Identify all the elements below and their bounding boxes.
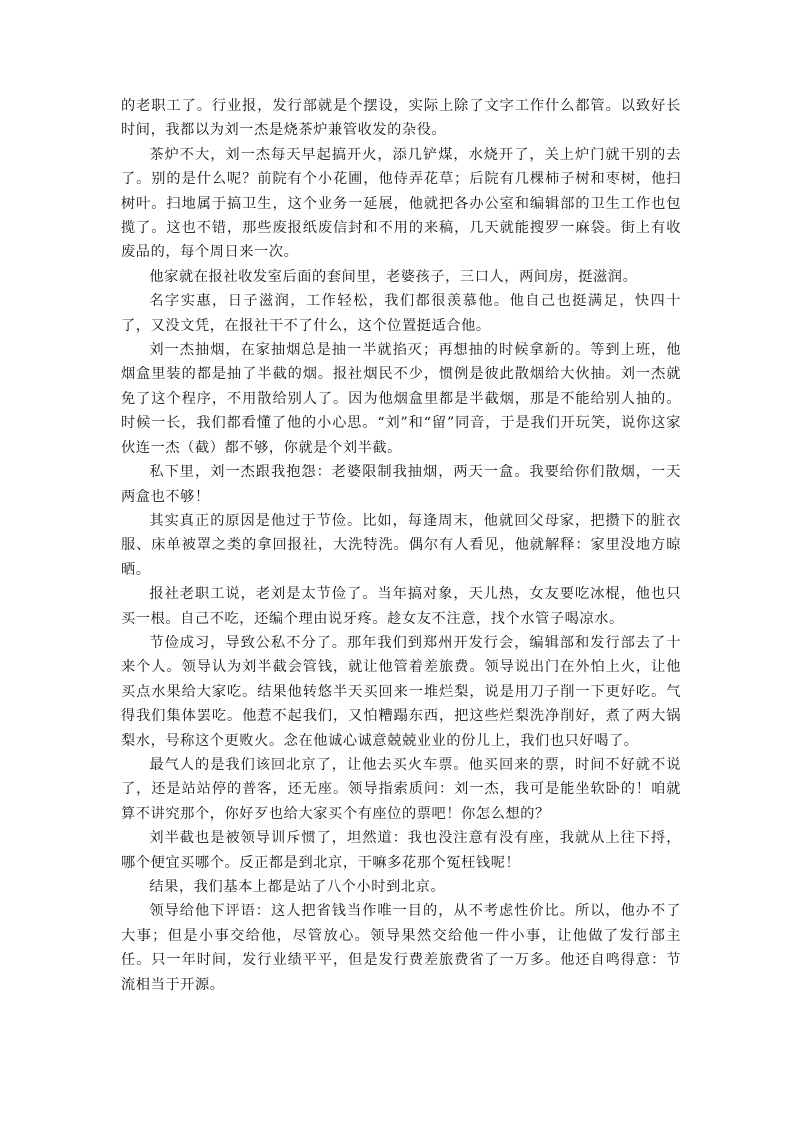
paragraph: 结果，我们基本上都是站了八个小时到北京。 [149,879,446,895]
paragraph: 其实真正的原因是他过于节俭。比如，每逢周末，他就回父母家，把攒下的脏衣服、床单被罩之类的拿回报社，大洗特洗。偶尔有人看见，他就解释：家里没地方晾晒。 [121,512,681,578]
paragraph: 最气人的是我们该回北京了，让他去买火车票。他买回来的票，时间不好就不说了，还是站站停的普客，还无座。领导指索质问：刘一杰，我可是能坐软卧的！咱就算不讲究那个，你好歹也给大家买个有座位的票吧！你怎么想的？ [121,756,681,822]
paragraph: 名字实惠，日子滋润，工作轻松，我们都很羡慕他。他自己也挺满足，快四十了，又没文凭，在报社干不了什么，这个位置挺适合他。 [121,293,681,334]
document-body [121,94,681,997]
paragraph: 刘一杰抽烟，在家抽烟总是抽一半就掐灭；再想抽的时候拿新的。等到上班，他烟盒里装的都是抽了半截的烟。报社烟民不少，惯例是彼此散烟给大伙抽。刘一杰就免了这个程序，不用散给别人了。因为他烟盒里都是半截烟，那是不能给别人抽的。时候一长，我们都看懂了他的小心思。“刘”和“留”同音，于是我们开玩笑，说你这家伙连一杰（截）都不够，你就是个刘半截。 [121,342,681,456]
paragraph: 节俭成习，导致公私不分了。那年我们到郑州开发行会，编辑部和发行部去了十来个人。领导认为刘半截会管钱，就让他管着差旅费。领导说出门在外怕上火，让他买点水果给大家吃。结果他转悠半天买回来一堆烂梨，说是用刀子削一下更好吃。气得我们集体罢吃。他惹不起我们，又怕糟蹋东西，把这些烂梨洗净削好，煮了两大锅梨水，号称这个更败火。念在他诚心诚意兢兢业业的份儿上，我们也只好喝了。 [121,634,681,749]
paragraph: 茶炉不大，刘一杰每天早起搞开火，添几铲煤，水烧开了，关上炉门就干别的去了。别的是什么呢？前院有个小花圃，他侍弄花草；后院有几棵柿子树和枣树，他扫树叶。扫地属于搞卫生，这个业务一延展，他就把各办公室和编辑部的卫生工作也包揽了。这也不错，那些废报纸废信封和不用的来稿，几天就能搜罗一麻袋。街上有收废品的，每个周日来一次。 [121,146,681,261]
paragraph: 私下里，刘一杰跟我抱怨：老婆限制我抽烟，两天一盒。我要给你们散烟，一天两盒也不够！ [121,464,681,505]
paragraph-continuation: 的老职工了。行业报，发行部就是个摆设，实际上除了文字工作什么都管。以致好长时间，我都以为刘一杰是烧茶炉兼管收发的杂役。 [121,98,681,139]
paragraph: 领导给他下评语：这人把省钱当作唯一目的，从不考虑性价比。所以，他办不了大事；但是小事交给他，尽管放心。领导果然交给他一件小事，让他做了发行部主任。只一年时间，发行业绩平平，但是发行费差旅费省了一万多。他还自鸣得意：节流相当于开源。 [121,903,681,993]
paragraph: 报社老职工说，老刘是太节俭了。当年搞对象，天儿热，女友要吃冰棍，他也只买一根。自己不吃，还编个理由说牙疼。趁女友不注意，找个水管子喝凉水。 [121,586,681,627]
paragraph: 刘半截也是被领导训斥惯了，坦然道：我也没注意有没有座，我就从上往下捋，哪个便宜买哪个。反正都是到北京，干嘛多花那个冤枉钱呢！ [121,830,681,871]
paragraph: 他家就在报社收发室后面的套间里，老婆孩子，三口人，两间房，挺滋润。 [149,268,638,285]
